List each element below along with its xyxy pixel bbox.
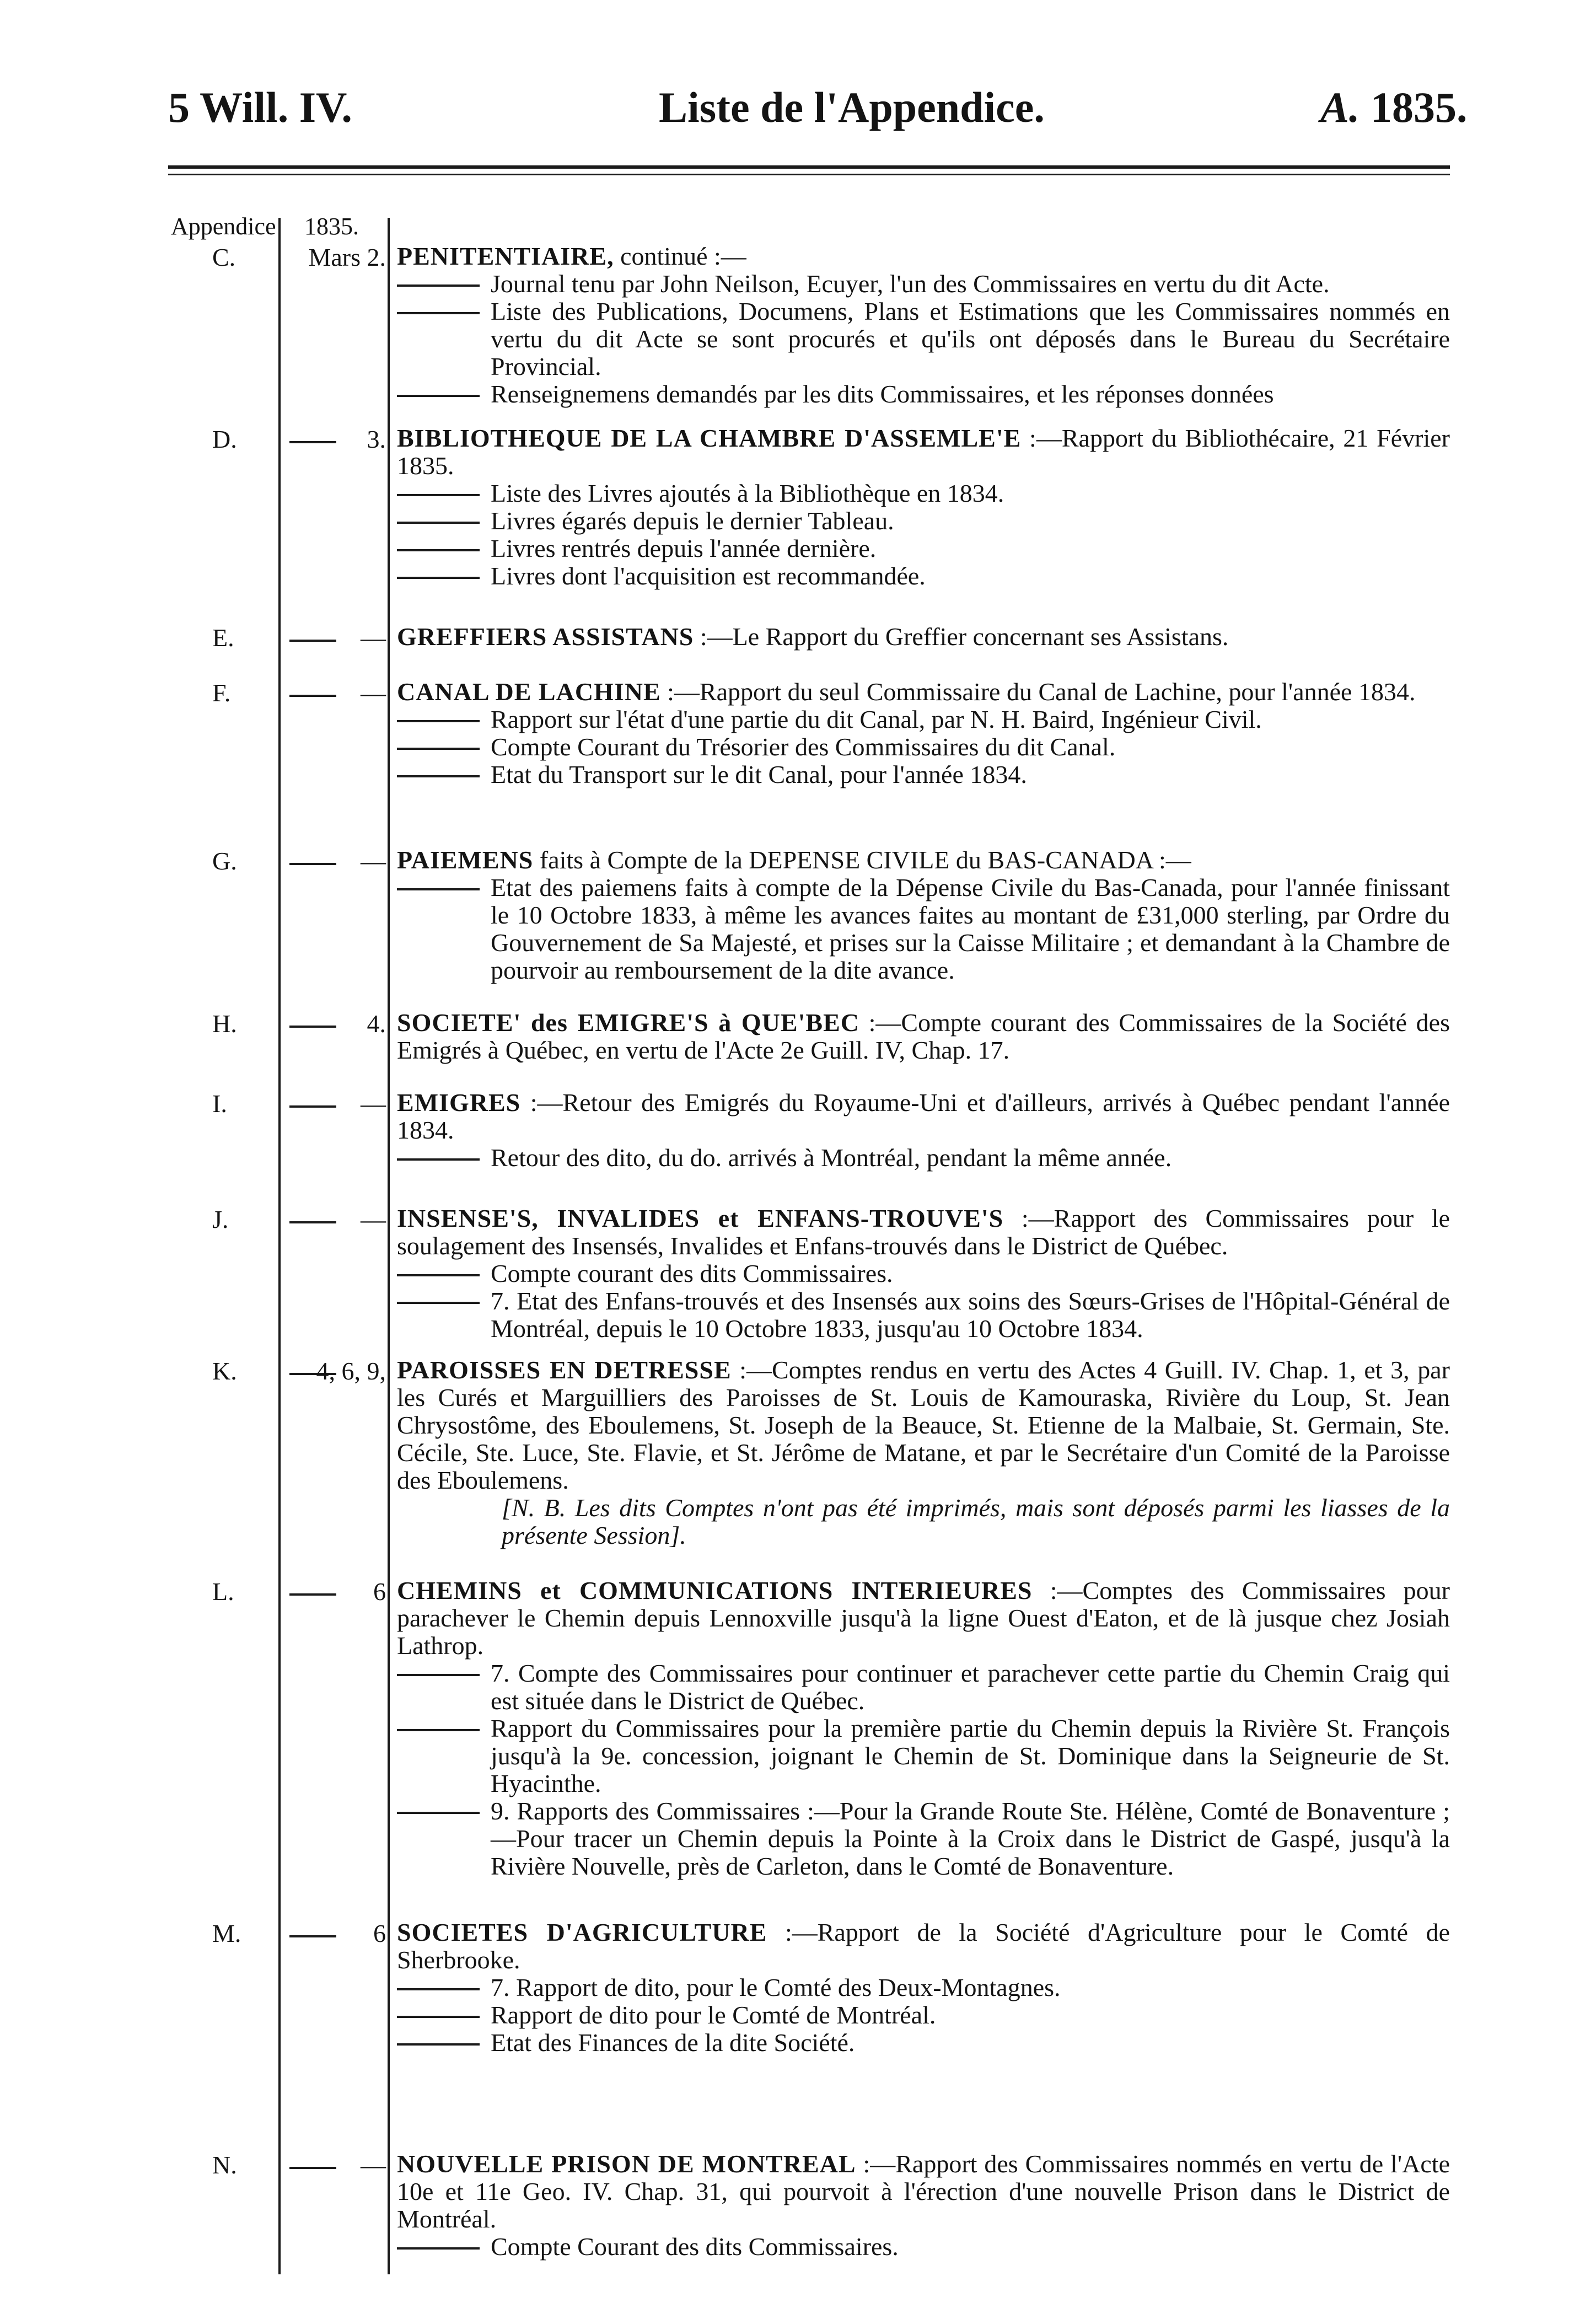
- header-rule-thin: [168, 174, 1450, 175]
- header-volume: 5 Will. IV.: [168, 83, 352, 131]
- appendix-letter: G.: [212, 847, 237, 875]
- appendix-letter: J.: [212, 1205, 229, 1233]
- entry-text: [397, 1009, 1450, 1064]
- entry-day: 4.: [367, 1010, 386, 1038]
- appendix-letter: H.: [212, 1010, 237, 1038]
- entry-sub-item: Etat du Transport sur le dit Canal, pour l'année 1834.: [397, 761, 1450, 788]
- entry-title: PAROISSES EN DETRESSE: [397, 1356, 732, 1384]
- ditto-dash: [289, 863, 336, 865]
- header-rule-thick: [168, 165, 1450, 169]
- ditto-dash: [289, 1935, 336, 1937]
- entry-lead: :—Retour des Emigrés du Royaume-Uni et d'ailleurs, arrivés à Québec pendant l'année 1834.: [397, 1088, 1450, 1144]
- entry-sub-item: 7. Etat des Enfans-trouvés et des Insensés aux soins des Sœurs-Grises de l'Hôpital-Général de Montréal, depuis le 10 Octobre 1833, jusqu'au 10 Octobre 1834.: [397, 1287, 1450, 1343]
- entry-day: Mars 2.: [308, 243, 386, 271]
- entry-text: [397, 678, 1450, 788]
- ditto-dash: [289, 2167, 336, 2169]
- entry-sub-item: Rapport sur l'état d'une partie du dit Canal, par N. H. Baird, Ingénieur Civil.: [397, 706, 1450, 733]
- entry-title: SOCIETE' des EMIGRE'S à QUE'BEC: [397, 1008, 859, 1037]
- entry-day: 6: [373, 1577, 386, 1606]
- column-divider-2: [388, 218, 390, 2274]
- entry-lead: :—Comptes rendus en vertu des Actes 4 Guill. IV. Chap. 1, et 3, par les Curés et Marguilliers des Paroisses de St. Louis de Kamouraska, Rivière du Loup, St. Jean Chrysostôme, des Eboulemens, St. Joseph de la Beauce, St. Etienne de la Malbaie, St. Germain, Ste. Cécile, Ste. Luce, Ste. Flavie, et St. Jérôme de Matane, et par le Secrétaire d'un Comité de la Paroisse des Eboulemens.: [397, 1356, 1450, 1494]
- entry-text: [397, 1356, 1450, 1549]
- appendix-letter: I.: [212, 1089, 227, 1118]
- column-divider-1: [278, 218, 281, 2274]
- entry-text: [397, 425, 1450, 590]
- entry-title: CHEMINS et COMMUNICATIONS INTERIEURES: [397, 1576, 1033, 1604]
- entry-lead: :—Rapport du seul Commissaire du Canal de Lachine, pour l'année 1834.: [660, 678, 1416, 706]
- entry-sub-item: Compte Courant des dits Commissaires.: [397, 2233, 1450, 2261]
- ditto-dash: [289, 640, 336, 642]
- entry-sub-item: Livres rentrés depuis l'année dernière.: [397, 535, 1450, 562]
- entry-title: PAIEMENS: [397, 846, 534, 874]
- entry-lead: faits à Compte de la DEPENSE CIVILE du BAS-CANADA :—: [533, 846, 1191, 874]
- column-header-appendice: Appendice: [171, 213, 276, 240]
- entry-day: —: [361, 679, 386, 707]
- entry-sub-item: Livres égarés depuis le dernier Tableau.: [397, 507, 1450, 535]
- entry-sub-item: Livres dont l'acquisition est recommandée.: [397, 562, 1450, 590]
- appendix-letter: N.: [212, 2151, 237, 2179]
- entry-lead: :—Rapport du Bibliothécaire, 21 Février 1835.: [397, 424, 1450, 480]
- ditto-dash: [289, 1221, 336, 1223]
- entry-lead: :—Compte courant des Commissaires de la Société des Emigrés à Québec, en vertu de l'Acte 2e Guill. IV, Chap. 17.: [397, 1008, 1450, 1064]
- header-year: [1320, 83, 1468, 132]
- entry-day: —: [361, 847, 386, 875]
- entry-lead: :—Le Rapport du Greffier concernant ses Assistans.: [694, 622, 1229, 651]
- appendix-letter: K.: [212, 1357, 237, 1385]
- entry-title: EMIGRES: [397, 1088, 521, 1116]
- entry-sub-item: 7. Rapport de dito, pour le Comté des Deux-Montagnes.: [397, 1974, 1450, 2001]
- entry-sub-item: Liste des Livres ajoutés à la Bibliothèque en 1834.: [397, 480, 1450, 507]
- entry-title: PENITENTIAIRE,: [397, 242, 614, 270]
- entry-note: [N. B. Les dits Comptes n'ont pas été imprimés, mais sont déposés parmi les liasses de la présente Session].: [502, 1494, 1450, 1549]
- entry-day: 4, 6, 9,: [316, 1357, 386, 1385]
- ditto-dash: [289, 1026, 336, 1028]
- entry-lead: :—Rapport des Commissaires nommés en vertu de l'Acte 10e et 11e Geo. IV. Chap. 31, qui pourvoit à l'érection d'une nouvelle Prison dans le District de Montréal.: [397, 2150, 1450, 2233]
- column-header-year: 1835.: [304, 213, 359, 240]
- entry-title: NOUVELLE PRISON DE MONTREAL: [397, 2150, 856, 2178]
- entry-text: [397, 1919, 1450, 2057]
- entry-lead: :—Rapport des Commissaires pour le soulagement des Insensés, Invalides et Enfans-trouvés dans le District de Québec.: [397, 1204, 1450, 1260]
- entry-sub-item: Compte Courant du Trésorier des Commissaires du dit Canal.: [397, 733, 1450, 761]
- entry-sub-item: 9. Rapports des Commissaires :—Pour la Grande Route Ste. Hélène, Comté de Bonaventure ;—Pour tracer un Chemin depuis la Pointe à la Croix dans le District de Gaspé, jusqu'à la Rivière Nouvelle, près de Carleton, dans le Comté de Bonaventure.: [397, 1797, 1450, 1880]
- appendix-letter: E.: [212, 624, 234, 652]
- header-year-value: 1835.: [1371, 83, 1468, 131]
- entry-sub-item: Etat des paiemens faits à compte de la Dépense Civile du Bas-Canada, pour l'année finissant le 10 Octobre 1833, à même les avances faites au montant de £31,000 sterling, par Ordre du Gouvernement de Sa Majesté, et prises sur la Caisse Militaire ; et demandant à la Chambre de pourvoir au remboursement de la dite avance.: [397, 874, 1450, 984]
- ditto-dash: [289, 695, 336, 697]
- entry-sub-item: Renseignemens demandés par les dits Commissaires, et les réponses données: [397, 380, 1450, 408]
- entry-title: INSENSE'S, INVALIDES et ENFANS-TROUVE'S: [397, 1204, 1004, 1232]
- entry-title: SOCIETES D'AGRICULTURE: [397, 1918, 767, 1946]
- entry-day: —: [361, 624, 386, 652]
- entry-lead: continué :—: [614, 242, 746, 270]
- appendix-letter: D.: [212, 425, 237, 453]
- entry-day: —: [361, 1089, 386, 1118]
- entry-day: 6: [373, 1919, 386, 1947]
- entry-text: [397, 1577, 1450, 1880]
- entry-sub-item: Journal tenu par John Neilson, Ecuyer, l'un des Commissaires en vertu du dit Acte.: [397, 270, 1450, 298]
- entry-sub-item: Retour des dito, du do. arrivés à Montréal, pendant la même année.: [397, 1144, 1450, 1172]
- ditto-dash: [289, 441, 336, 443]
- header-a: A.: [1320, 83, 1360, 131]
- ditto-dash: [289, 1105, 336, 1108]
- entry-day: 3.: [367, 425, 386, 453]
- entry-text: [397, 1205, 1450, 1343]
- entry-day: —: [361, 1205, 386, 1233]
- entry-text: [397, 1089, 1450, 1172]
- header-title: Liste de l'Appendice.: [659, 83, 1045, 131]
- ditto-dash: [289, 1593, 336, 1596]
- entry-text: [397, 623, 1450, 651]
- appendix-letter: L.: [212, 1577, 234, 1606]
- entry-title: GREFFIERS ASSISTANS: [397, 622, 694, 651]
- entry-sub-item: Rapport de dito pour le Comté de Montréal.: [397, 2001, 1450, 2029]
- entry-sub-item: Compte courant des dits Commissaires.: [397, 1260, 1450, 1287]
- entry-sub-item: 7. Compte des Commissaires pour continuer et parachever cette partie du Chemin Craig qui est située dans le District de Québec.: [397, 1660, 1450, 1715]
- entry-day: —: [361, 2151, 386, 2179]
- entry-sub-item: Etat des Finances de la dite Société.: [397, 2029, 1450, 2057]
- entry-title: CANAL DE LACHINE: [397, 678, 661, 706]
- entry-lead: :—Comptes des Commissaires pour parachever le Chemin depuis Lennoxville jusqu'à la ligne Ouest d'Eaton, et de là jusque chez Josiah Lathrop.: [397, 1576, 1450, 1660]
- entry-sub-item: Rapport du Commissaires pour la première partie du Chemin depuis la Rivière St. François jusqu'à la 9e. concession, joignant le Chemin de St. Dominique dans la Seigneurie de St. Hyacinthe.: [397, 1715, 1450, 1797]
- entry-lead: :—Rapport de la Société d'Agriculture pour le Comté de Sherbrooke.: [397, 1918, 1450, 1974]
- entry-sub-item: Liste des Publications, Documens, Plans et Estimations que les Commissaires nommés en vertu du dit Acte se sont procurés et qu'ils ont déposés dans le Bureau du Secrétaire Provincial.: [397, 298, 1450, 380]
- appendix-letter: F.: [212, 679, 231, 707]
- entry-text: [397, 243, 1450, 408]
- entry-text: [397, 2150, 1450, 2261]
- appendix-letter: M.: [212, 1919, 241, 1947]
- entry-text: [397, 846, 1450, 984]
- appendix-letter: C.: [212, 243, 236, 271]
- entry-title: BIBLIOTHEQUE DE LA CHAMBRE D'ASSEMLE'E: [397, 424, 1022, 452]
